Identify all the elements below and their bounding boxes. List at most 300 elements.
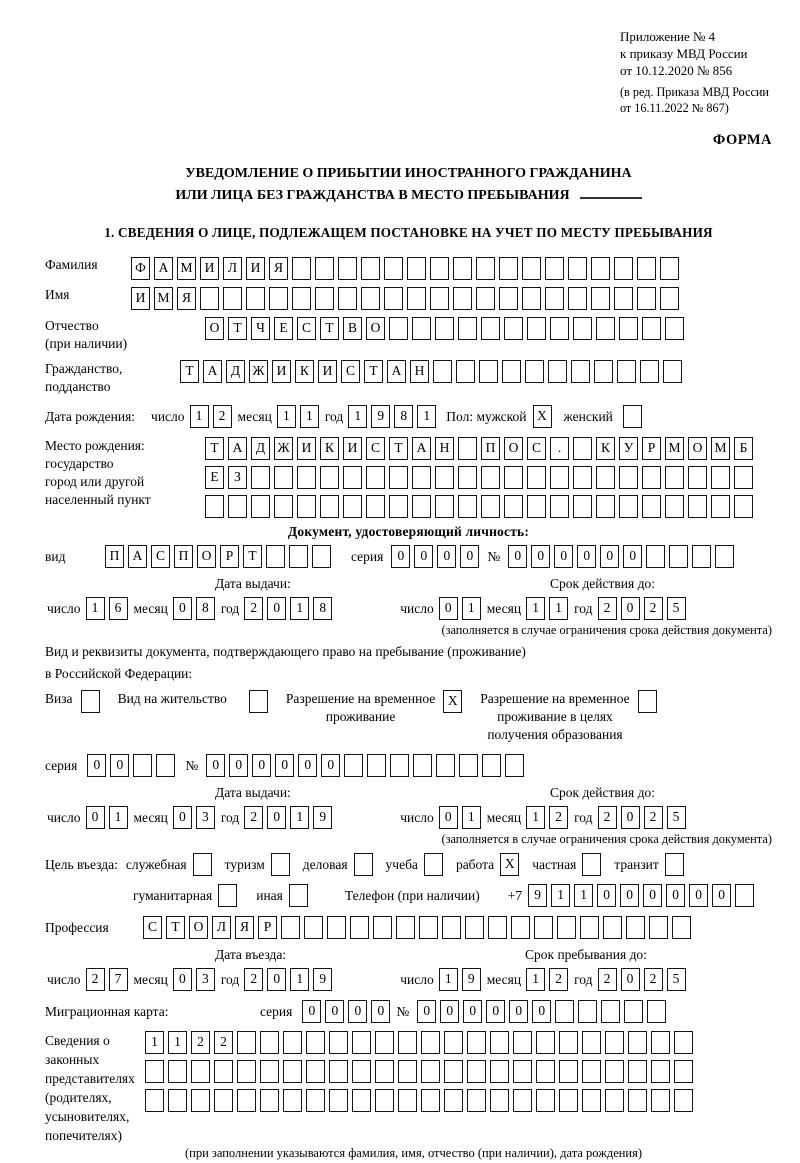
char-cell[interactable]: А (154, 257, 173, 280)
char-cell[interactable] (228, 495, 247, 518)
char-cell[interactable]: 2 (549, 968, 568, 991)
char-cell[interactable] (573, 437, 592, 460)
char-cell[interactable]: 1 (109, 806, 128, 829)
char-cell[interactable] (237, 1031, 256, 1054)
char-cell[interactable] (168, 1060, 187, 1083)
char-cell[interactable] (573, 495, 592, 518)
char-cell[interactable]: 1 (190, 405, 209, 428)
char-cell[interactable]: 6 (109, 597, 128, 620)
char-cell[interactable]: С (366, 437, 385, 460)
char-cell[interactable] (304, 916, 323, 939)
char-cell[interactable] (499, 287, 518, 310)
char-cell[interactable]: 0 (267, 806, 286, 829)
char-cell[interactable] (603, 916, 622, 939)
char-cell[interactable] (505, 754, 524, 777)
char-cell[interactable] (412, 317, 431, 340)
char-cell[interactable]: 1 (439, 968, 458, 991)
char-cell[interactable]: И (246, 257, 265, 280)
char-cell[interactable]: 0 (437, 545, 456, 568)
char-cell[interactable] (711, 495, 730, 518)
char-cell[interactable]: 2 (191, 1031, 210, 1054)
char-cell[interactable] (596, 317, 615, 340)
char-cell[interactable] (350, 916, 369, 939)
char-cell[interactable] (605, 1031, 624, 1054)
char-cell[interactable] (281, 916, 300, 939)
char-cell[interactable]: 1 (417, 405, 436, 428)
char-cell[interactable] (260, 1060, 279, 1083)
char-cell[interactable]: К (320, 437, 339, 460)
char-cell[interactable]: 8 (313, 597, 332, 620)
char-cell[interactable]: 0 (86, 806, 105, 829)
char-cell[interactable] (481, 317, 500, 340)
char-cell[interactable]: М (711, 437, 730, 460)
char-cell[interactable] (419, 916, 438, 939)
char-cell[interactable] (344, 754, 363, 777)
char-cell[interactable] (513, 1031, 532, 1054)
char-cell[interactable] (619, 466, 638, 489)
char-cell[interactable] (536, 1060, 555, 1083)
char-cell[interactable] (591, 257, 610, 280)
char-cell[interactable] (444, 1060, 463, 1083)
char-cell[interactable] (688, 466, 707, 489)
char-cell[interactable] (312, 545, 331, 568)
char-cell[interactable] (619, 495, 638, 518)
char-cell[interactable] (504, 317, 523, 340)
char-cell[interactable]: 9 (371, 405, 390, 428)
char-cell[interactable]: А (412, 437, 431, 460)
char-cell[interactable] (237, 1089, 256, 1112)
char-cell[interactable] (320, 495, 339, 518)
char-cell[interactable] (274, 466, 293, 489)
char-cell[interactable]: 1 (551, 884, 570, 907)
char-cell[interactable] (482, 754, 501, 777)
char-cell[interactable] (536, 1089, 555, 1112)
char-cell[interactable]: 0 (229, 754, 248, 777)
char-cell[interactable] (642, 466, 661, 489)
char-cell[interactable] (260, 1089, 279, 1112)
char-cell[interactable]: С (151, 545, 170, 568)
char-cell[interactable] (628, 1089, 647, 1112)
char-cell[interactable]: 0 (486, 1000, 505, 1023)
char-cell[interactable]: 0 (440, 1000, 459, 1023)
char-cell[interactable] (413, 754, 432, 777)
char-cell[interactable]: 0 (666, 884, 685, 907)
char-cell[interactable] (467, 1089, 486, 1112)
char-cell[interactable] (444, 1031, 463, 1054)
char-cell[interactable]: О (504, 437, 523, 460)
char-cell[interactable]: 0 (267, 597, 286, 620)
char-cell[interactable]: 0 (275, 754, 294, 777)
char-cell[interactable] (573, 317, 592, 340)
char-cell[interactable] (580, 916, 599, 939)
char-cell[interactable] (674, 1089, 693, 1112)
char-cell[interactable] (692, 545, 711, 568)
char-cell[interactable] (251, 466, 270, 489)
char-cell[interactable] (352, 1060, 371, 1083)
char-cell[interactable]: 1 (86, 597, 105, 620)
char-cell[interactable] (412, 466, 431, 489)
char-cell[interactable]: Т (243, 545, 262, 568)
char-cell[interactable] (327, 916, 346, 939)
char-cell[interactable] (672, 916, 691, 939)
char-cell[interactable] (582, 1060, 601, 1083)
char-cell[interactable] (456, 360, 475, 383)
char-cell[interactable]: И (297, 437, 316, 460)
char-cell[interactable] (367, 754, 386, 777)
char-cell[interactable] (145, 1060, 164, 1083)
char-cell[interactable] (398, 1089, 417, 1112)
char-cell[interactable] (481, 466, 500, 489)
char-cell[interactable]: 0 (623, 545, 642, 568)
char-cell[interactable] (453, 287, 472, 310)
char-cell[interactable]: 1 (462, 597, 481, 620)
purpose-business-checkbox[interactable] (193, 853, 212, 876)
char-cell[interactable]: 0 (712, 884, 731, 907)
char-cell[interactable] (315, 287, 334, 310)
char-cell[interactable] (619, 317, 638, 340)
char-cell[interactable] (674, 1060, 693, 1083)
char-cell[interactable]: 0 (87, 754, 106, 777)
char-cell[interactable]: 0 (298, 754, 317, 777)
char-cell[interactable]: Ж (249, 360, 268, 383)
char-cell[interactable] (559, 1060, 578, 1083)
char-cell[interactable] (361, 257, 380, 280)
char-cell[interactable] (467, 1031, 486, 1054)
char-cell[interactable]: 1 (300, 405, 319, 428)
char-cell[interactable] (582, 1089, 601, 1112)
char-cell[interactable]: 0 (391, 545, 410, 568)
char-cell[interactable] (651, 1089, 670, 1112)
sex-female-checkbox[interactable] (623, 405, 642, 428)
char-cell[interactable] (375, 1089, 394, 1112)
char-cell[interactable] (442, 916, 461, 939)
char-cell[interactable] (669, 545, 688, 568)
char-cell[interactable] (513, 1060, 532, 1083)
char-cell[interactable] (573, 466, 592, 489)
char-cell[interactable] (329, 1031, 348, 1054)
char-cell[interactable] (398, 1060, 417, 1083)
char-cell[interactable] (617, 360, 636, 383)
char-cell[interactable]: 2 (244, 597, 263, 620)
char-cell[interactable] (458, 317, 477, 340)
char-cell[interactable]: . (550, 437, 569, 460)
char-cell[interactable]: 9 (528, 884, 547, 907)
char-cell[interactable]: А (228, 437, 247, 460)
char-cell[interactable] (200, 287, 219, 310)
char-cell[interactable] (458, 495, 477, 518)
char-cell[interactable] (665, 317, 684, 340)
char-cell[interactable] (550, 317, 569, 340)
char-cell[interactable] (637, 257, 656, 280)
char-cell[interactable]: Т (364, 360, 383, 383)
char-cell[interactable] (306, 1060, 325, 1083)
char-cell[interactable]: 0 (110, 754, 129, 777)
char-cell[interactable]: 1 (168, 1031, 187, 1054)
char-cell[interactable] (453, 257, 472, 280)
char-cell[interactable]: 0 (439, 806, 458, 829)
char-cell[interactable]: 0 (417, 1000, 436, 1023)
char-cell[interactable] (555, 1000, 574, 1023)
char-cell[interactable]: Р (258, 916, 277, 939)
char-cell[interactable] (292, 287, 311, 310)
char-cell[interactable] (545, 287, 564, 310)
char-cell[interactable] (133, 754, 152, 777)
char-cell[interactable]: М (154, 287, 173, 310)
char-cell[interactable] (352, 1089, 371, 1112)
char-cell[interactable]: И (272, 360, 291, 383)
purpose-other-checkbox[interactable] (289, 884, 308, 907)
char-cell[interactable]: 0 (173, 806, 192, 829)
char-cell[interactable]: 0 (621, 806, 640, 829)
char-cell[interactable]: 0 (252, 754, 271, 777)
char-cell[interactable] (444, 1089, 463, 1112)
char-cell[interactable]: 0 (348, 1000, 367, 1023)
char-cell[interactable]: 0 (597, 884, 616, 907)
char-cell[interactable]: 9 (313, 968, 332, 991)
char-cell[interactable]: 0 (173, 968, 192, 991)
char-cell[interactable] (511, 916, 530, 939)
char-cell[interactable]: П (174, 545, 193, 568)
char-cell[interactable] (557, 916, 576, 939)
char-cell[interactable]: 0 (620, 884, 639, 907)
char-cell[interactable]: О (688, 437, 707, 460)
char-cell[interactable] (624, 1000, 643, 1023)
char-cell[interactable] (329, 1060, 348, 1083)
char-cell[interactable] (490, 1031, 509, 1054)
char-cell[interactable]: Я (235, 916, 254, 939)
char-cell[interactable]: И (200, 257, 219, 280)
char-cell[interactable]: 2 (244, 968, 263, 991)
char-cell[interactable]: К (295, 360, 314, 383)
char-cell[interactable]: 0 (531, 545, 550, 568)
char-cell[interactable] (490, 1089, 509, 1112)
char-cell[interactable]: О (205, 317, 224, 340)
char-cell[interactable] (605, 1060, 624, 1083)
char-cell[interactable] (373, 916, 392, 939)
char-cell[interactable] (223, 287, 242, 310)
char-cell[interactable]: 1 (462, 806, 481, 829)
char-cell[interactable]: Ч (251, 317, 270, 340)
char-cell[interactable]: 2 (213, 405, 232, 428)
char-cell[interactable]: У (619, 437, 638, 460)
char-cell[interactable] (283, 1031, 302, 1054)
char-cell[interactable] (660, 257, 679, 280)
char-cell[interactable]: 5 (667, 968, 686, 991)
char-cell[interactable]: 0 (460, 545, 479, 568)
purpose-tourism-checkbox[interactable] (271, 853, 290, 876)
char-cell[interactable]: О (366, 317, 385, 340)
char-cell[interactable] (665, 466, 684, 489)
char-cell[interactable]: И (343, 437, 362, 460)
char-cell[interactable]: Т (180, 360, 199, 383)
char-cell[interactable] (343, 466, 362, 489)
char-cell[interactable]: О (189, 916, 208, 939)
char-cell[interactable]: С (527, 437, 546, 460)
char-cell[interactable] (191, 1060, 210, 1083)
char-cell[interactable] (545, 257, 564, 280)
char-cell[interactable]: Т (389, 437, 408, 460)
char-cell[interactable] (527, 466, 546, 489)
char-cell[interactable] (640, 360, 659, 383)
char-cell[interactable] (433, 360, 452, 383)
char-cell[interactable] (479, 360, 498, 383)
char-cell[interactable] (465, 916, 484, 939)
char-cell[interactable] (390, 754, 409, 777)
char-cell[interactable] (407, 257, 426, 280)
char-cell[interactable] (715, 545, 734, 568)
char-cell[interactable] (646, 545, 665, 568)
char-cell[interactable]: З (228, 466, 247, 489)
char-cell[interactable] (651, 1031, 670, 1054)
char-cell[interactable]: 1 (526, 806, 545, 829)
char-cell[interactable] (502, 360, 521, 383)
char-cell[interactable] (343, 495, 362, 518)
char-cell[interactable]: О (197, 545, 216, 568)
visa-checkbox[interactable] (81, 690, 100, 713)
char-cell[interactable]: 0 (532, 1000, 551, 1023)
char-cell[interactable] (642, 495, 661, 518)
char-cell[interactable]: Я (177, 287, 196, 310)
char-cell[interactable] (274, 495, 293, 518)
sex-male-checkbox[interactable]: X (533, 405, 552, 428)
char-cell[interactable] (637, 287, 656, 310)
char-cell[interactable] (642, 317, 661, 340)
char-cell[interactable]: 0 (577, 545, 596, 568)
char-cell[interactable] (459, 754, 478, 777)
char-cell[interactable]: 3 (196, 806, 215, 829)
char-cell[interactable]: Е (274, 317, 293, 340)
char-cell[interactable] (674, 1031, 693, 1054)
char-cell[interactable]: 0 (621, 968, 640, 991)
char-cell[interactable]: 2 (598, 968, 617, 991)
char-cell[interactable]: 8 (394, 405, 413, 428)
char-cell[interactable] (283, 1089, 302, 1112)
char-cell[interactable] (306, 1089, 325, 1112)
char-cell[interactable] (513, 1089, 532, 1112)
char-cell[interactable]: 7 (109, 968, 128, 991)
char-cell[interactable] (488, 916, 507, 939)
char-cell[interactable] (384, 257, 403, 280)
char-cell[interactable] (605, 1089, 624, 1112)
char-cell[interactable]: 1 (277, 405, 296, 428)
purpose-private-checkbox[interactable] (582, 853, 601, 876)
purpose-humanitarian-checkbox[interactable] (218, 884, 237, 907)
char-cell[interactable] (389, 317, 408, 340)
char-cell[interactable] (214, 1089, 233, 1112)
char-cell[interactable]: П (105, 545, 124, 568)
char-cell[interactable]: М (665, 437, 684, 460)
char-cell[interactable] (734, 466, 753, 489)
char-cell[interactable]: Д (251, 437, 270, 460)
char-cell[interactable]: 2 (644, 597, 663, 620)
char-cell[interactable] (711, 466, 730, 489)
char-cell[interactable]: Е (205, 466, 224, 489)
char-cell[interactable]: М (177, 257, 196, 280)
char-cell[interactable]: Д (226, 360, 245, 383)
char-cell[interactable]: 0 (508, 545, 527, 568)
char-cell[interactable]: 1 (526, 597, 545, 620)
char-cell[interactable]: 8 (196, 597, 215, 620)
char-cell[interactable] (320, 466, 339, 489)
char-cell[interactable] (430, 287, 449, 310)
char-cell[interactable]: 1 (145, 1031, 164, 1054)
char-cell[interactable] (266, 545, 285, 568)
char-cell[interactable]: К (596, 437, 615, 460)
char-cell[interactable] (375, 1031, 394, 1054)
purpose-work-checkbox[interactable]: X (500, 853, 519, 876)
char-cell[interactable] (246, 287, 265, 310)
char-cell[interactable]: 2 (644, 968, 663, 991)
char-cell[interactable] (421, 1031, 440, 1054)
char-cell[interactable]: Н (410, 360, 429, 383)
char-cell[interactable]: 2 (214, 1031, 233, 1054)
char-cell[interactable] (568, 257, 587, 280)
char-cell[interactable] (467, 1060, 486, 1083)
char-cell[interactable] (614, 287, 633, 310)
char-cell[interactable]: А (203, 360, 222, 383)
char-cell[interactable] (476, 287, 495, 310)
char-cell[interactable]: В (343, 317, 362, 340)
char-cell[interactable] (568, 287, 587, 310)
char-cell[interactable] (269, 287, 288, 310)
char-cell[interactable] (481, 495, 500, 518)
char-cell[interactable]: 5 (667, 806, 686, 829)
char-cell[interactable] (292, 257, 311, 280)
char-cell[interactable]: Л (223, 257, 242, 280)
char-cell[interactable] (156, 754, 175, 777)
char-cell[interactable]: Р (642, 437, 661, 460)
char-cell[interactable]: 2 (598, 806, 617, 829)
char-cell[interactable]: Т (228, 317, 247, 340)
char-cell[interactable] (375, 1060, 394, 1083)
char-cell[interactable] (548, 360, 567, 383)
char-cell[interactable]: 9 (313, 806, 332, 829)
char-cell[interactable] (527, 317, 546, 340)
char-cell[interactable] (283, 1060, 302, 1083)
char-cell[interactable]: С (297, 317, 316, 340)
char-cell[interactable]: Я (269, 257, 288, 280)
char-cell[interactable]: Б (734, 437, 753, 460)
char-cell[interactable] (412, 495, 431, 518)
char-cell[interactable] (688, 495, 707, 518)
char-cell[interactable]: Т (166, 916, 185, 939)
char-cell[interactable] (614, 257, 633, 280)
char-cell[interactable] (389, 466, 408, 489)
char-cell[interactable] (237, 1060, 256, 1083)
char-cell[interactable]: 0 (325, 1000, 344, 1023)
char-cell[interactable]: Ф (131, 257, 150, 280)
char-cell[interactable] (338, 287, 357, 310)
char-cell[interactable] (435, 317, 454, 340)
char-cell[interactable] (458, 437, 477, 460)
char-cell[interactable] (421, 1089, 440, 1112)
char-cell[interactable]: 0 (439, 597, 458, 620)
char-cell[interactable] (191, 1089, 210, 1112)
char-cell[interactable] (398, 1031, 417, 1054)
char-cell[interactable] (490, 1060, 509, 1083)
char-cell[interactable] (591, 287, 610, 310)
char-cell[interactable]: 5 (667, 597, 686, 620)
char-cell[interactable] (499, 257, 518, 280)
char-cell[interactable] (559, 1089, 578, 1112)
char-cell[interactable] (550, 495, 569, 518)
char-cell[interactable]: 0 (509, 1000, 528, 1023)
char-cell[interactable] (297, 495, 316, 518)
char-cell[interactable]: С (143, 916, 162, 939)
char-cell[interactable]: 2 (598, 597, 617, 620)
char-cell[interactable] (527, 495, 546, 518)
char-cell[interactable] (504, 466, 523, 489)
